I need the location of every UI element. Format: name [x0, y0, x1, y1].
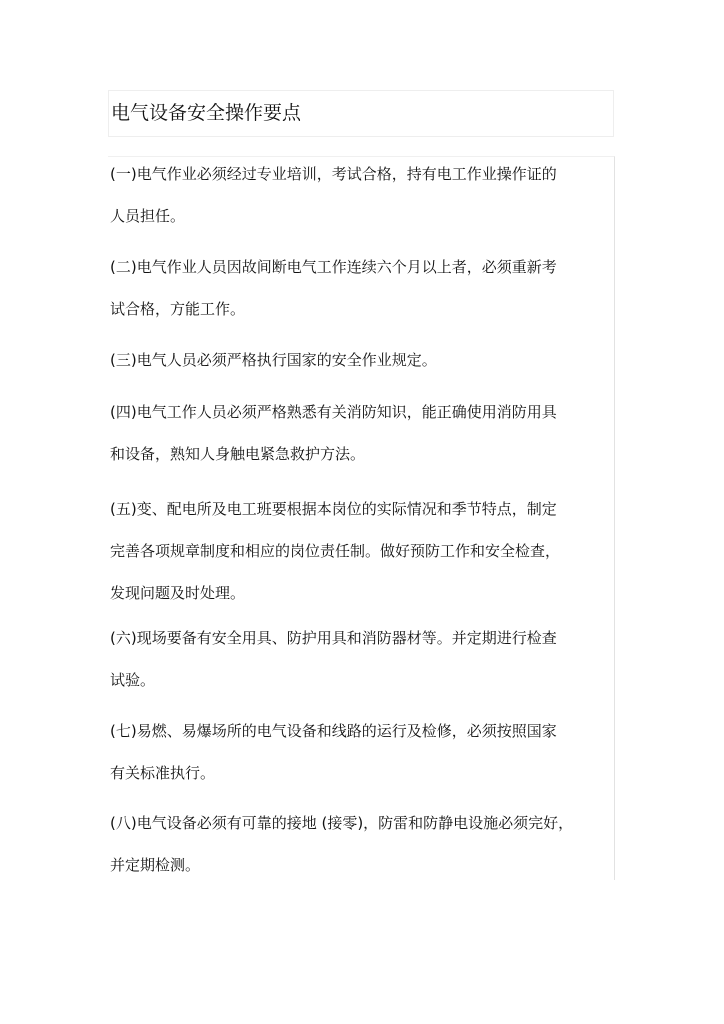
page-title: 电气设备安全操作要点 — [111, 102, 302, 124]
paragraph-6 — [110, 617, 557, 701]
paragraph-line: (七)易燃、易爆场所的电气设备和线路的运行及检修，必须按照国家 — [110, 722, 557, 740]
paragraph-line: 有关标准执行。 — [110, 764, 216, 782]
paragraph-line: (三)电气人员必须严格执行国家的安全作业规定。 — [110, 351, 437, 369]
paragraph-7 — [110, 710, 557, 794]
paragraph-line: 人员担任。 — [110, 207, 186, 225]
paragraph-1 — [110, 153, 557, 237]
paragraph-5 — [110, 488, 560, 614]
paragraph-line: 发现问题及时处理。 — [110, 584, 246, 602]
paragraph-line: (六)现场要备有安全用具、防护用具和消防器材等。并定期进行检查 — [110, 629, 557, 647]
paragraph-line: (四)电气工作人员必须严格熟悉有关消防知识，能正确使用消防用具 — [110, 403, 557, 421]
title-box — [108, 90, 614, 137]
paragraph-line: 并定期检测。 — [110, 856, 201, 874]
paragraph-line: 试合格，方能工作。 — [110, 300, 246, 318]
document-body — [108, 156, 615, 880]
paragraph-line: (八)电气设备必须有可靠的接地 (接零)，防雷和防静电设施必须完好， — [110, 814, 574, 832]
paragraph-2 — [110, 246, 557, 330]
paragraph-line: (二)电气作业人员因故间断电气工作连续六个月以上者，必须重新考 — [110, 258, 557, 276]
paragraph-line: (一)电气作业必须经过专业培训，考试合格，持有电工作业操作证的 — [110, 165, 557, 183]
paragraph-line: (五)变、配电所及电工班要根据本岗位的实际情况和季节特点，制定 — [110, 500, 557, 518]
paragraph-3 — [110, 339, 437, 381]
paragraph-4 — [110, 391, 557, 475]
paragraph-line: 完善各项规章制度和相应的岗位责任制。做好预防工作和安全检查， — [110, 542, 561, 560]
paragraph-line: 和设备，熟知人身触电紧急救护方法。 — [110, 445, 366, 463]
paragraph-8 — [110, 802, 573, 886]
paragraph-line: 试验。 — [110, 671, 156, 689]
